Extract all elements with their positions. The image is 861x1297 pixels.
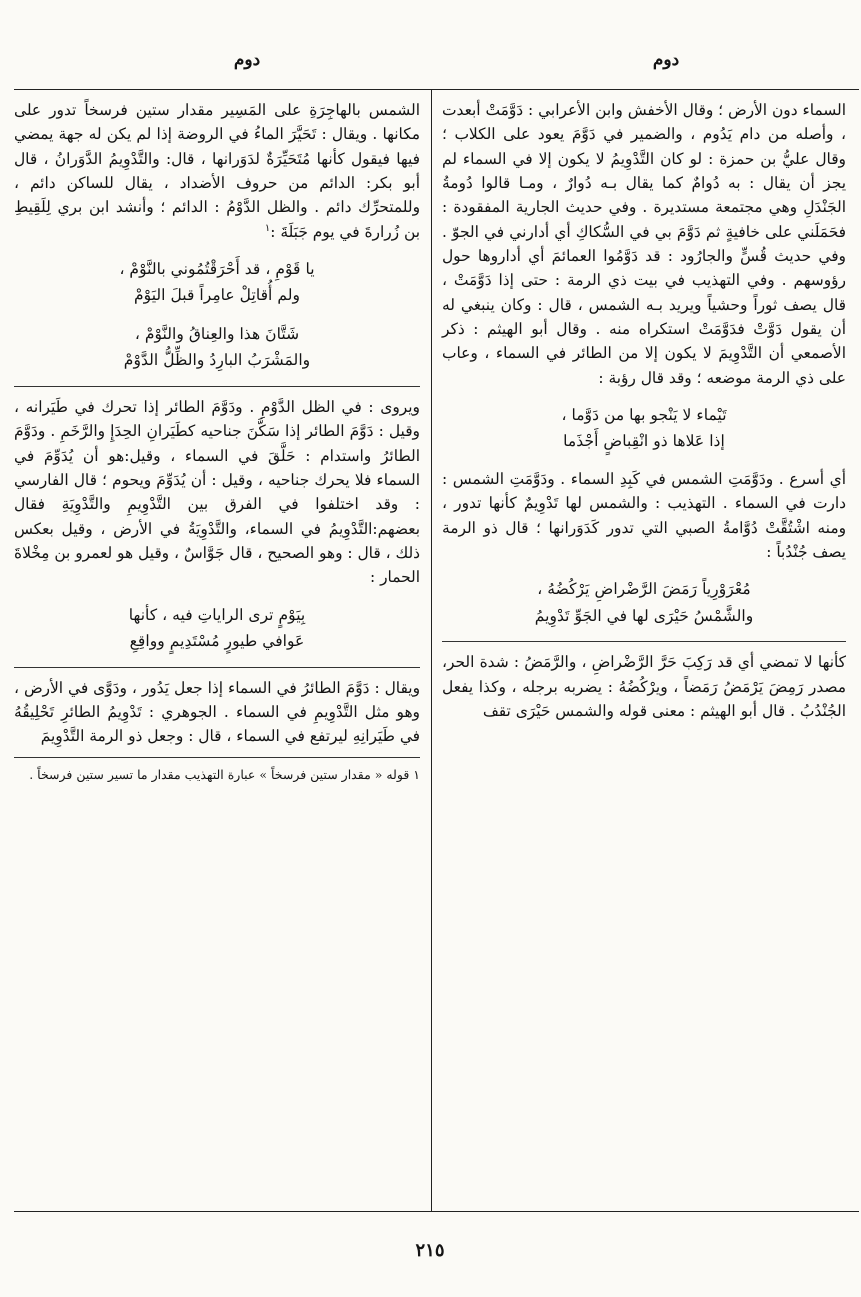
column-divider — [431, 90, 432, 1211]
right-column — [442, 98, 846, 723]
footnote-marker: ١ — [264, 222, 271, 234]
left-verse-3 — [14, 602, 420, 655]
page-number: ٢١٥ — [415, 1240, 445, 1261]
verse-line: بِيَوْمٍ ترى الراياتِ فيه ، كأنها — [128, 605, 306, 624]
left-paragraph-3: ويقال : دَوَّمَ الطائرُ في السماء إذا جعل يَدُور ، ودَوَّى في الأرض ، وهو مثل التَّدْوِيمِ في السماء . الجوهري : تَدْوِيمُ الطائرِ تَحْلِيقُهُ في طَيَرانِهِ ليرتفع في السماء ، قال : وجعل ذو الرمة التَّدْوِيمَ — [14, 678, 420, 746]
left-column — [14, 98, 420, 784]
verse-line: شَتَّانَ هذا والعِناقُ والنَّوْمْ ، — [134, 324, 300, 343]
left-paragraph-2: ويروى : في الظل الدَّوْمِ . ودَوَّمَ الطائر إذا تحرك في طَيَرانه ، وقيل : دَوَّمَ الطائر إذا سَكَّنَ جناحيه كطَيَرانِ الحِدَإِ والرَّخَمِ . ودَوَّمَ الطائرُ واستدام : حَلَّقَ في السماء ، وقيل:هو أن يُدَوِّمَ في السماء فلا يحرك جناحيه ، وقيل : أن يُدَوِّمَ ويحوم ؛ قال الفارسي : وقد اختلفوا في الفرق بين التَّدْوِيمِ والتَّدْوِيَةِ فقال بعضهم:التَّدْوِيمُ في السماء، والتَّدْوِيَةُ في الأرض ، وقيل بعكس ذلك ، قال : وهو الصحيح ، قال جَوَّاسٌ ، وقيل هو لعمرو بن مِخْلاةَ الحمار : — [14, 397, 420, 587]
footer-rule — [14, 1211, 859, 1212]
verse-separator — [442, 641, 846, 642]
verse-line: والمَشْرَبُ البارِدُ والظِّلُّ الدَّوْمْ — [123, 351, 311, 370]
left-verse-2 — [14, 321, 420, 374]
right-paragraph-1: السماء دون الأرض ؛ وقال الأخفش وابن الأعرابي : دَوَّمَتْ أبعدت ، وأصله من دام يَدُوم ، والضمير في دَوَّمَ يعود على الكلاب ؛ وقال عليُّ بن حمزة : لو كان التَّدْوِيمُ لا يكون إلا في السماء لم يجز أن يقال : به دُوامٌ كما يقال بـه دُوارٌ ، ومـا قالوا دُومةُ الجَنْدَلِ وهي مجتمعة مستديرة . وفي حديث الجارية المفقودة : فحَمَلَني على خافيةٍ ثم دَوَّمَ بي في السُّكاكِ أي أدارني في الجوّ . وفي حديث قُسٍّ والجارُود : قد دَوَّمُوا العمائمَ أي أداروها حول رؤوسهم . وفي التهذيب في بيت ذي الرمة : حتى إذا دَوَّمَتْ ، قال يصف ثوراً وحشياً ويريد بـه الشمس ، قال : وكان ينبغي له أن يقول دَوَّتْ فدَوَّمَتْ استكراه منه . وقال أبو الهيثم : ذكر الأصمعي أن التَّدْوِيمَ لا يكون إلا من الطائر في السماء ، وعاب على ذي الرمة موضعه ؛ وقد قال رؤبة : — [442, 101, 846, 387]
verse-line: ولم أُقاتِلْ عامِراً قبلَ اليَوْمْ — [134, 286, 300, 305]
footnote: ١ قوله « مقدار ستين فرسخاً » عبارة التهذيب مقدار ما تسير ستين فرسخاً . — [29, 766, 420, 782]
verse-line: إذا عَلاها ذو انْقِباضٍ أَجْذَما — [563, 432, 725, 451]
left-paragraph-1-text: الشمس بالهاجِرَةِ على المَسِير مقدار ستين فرسخاً تدور على مكانها . ويقال : تَحَيَّرَ الماءُ في الروضة إذا لم يكن له جهة يمضي فيها فيقول كأنها مُتَحَيِّرَةٌ لدَوَرانها ، قال: والتَّدْوِيمُ الدَّوَرانُ ، قال أبو بكر: الدائم من حروف الأضداد ، يقال للساكن دائم ، وللمتحرِّك دائم . والظل الدَّوْمُ : الدائم ؛ وأنشد ابن بري لِلَقِيطِ بن زُرارةَ في يوم جَبَلَةَ : — [14, 101, 420, 241]
verse-line: عَوافي طيورٍ مُسْتَدِيمٍ وواقِعِ — [129, 632, 305, 651]
verse-line: مُعْرَوْرِياً رَمَضَ الرَّضْراضِ يَرْكُضُهُ ، — [537, 580, 751, 599]
right-verse-1 — [442, 402, 846, 455]
right-paragraph-3: كأنها لا تمضي أي قد رَكِبَ حَرَّ الرَّضْراضِ ، والرَّمَضُ : شدة الحر، مصدر رَمِضَ يَرْمَضُ رَمَضاً ، ويرْكُضُهُ : يضربه برجله ، وكذا يفعل الجُنْدُبُ . قال أبو الهيثم : معنى قوله والشمس حَيْرَى تقف — [442, 653, 846, 720]
right-verse-2 — [442, 576, 846, 629]
running-header-left: دوم — [233, 50, 261, 70]
verse-separator — [14, 667, 420, 668]
footnote-rule — [14, 757, 420, 758]
left-verse-1 — [14, 256, 420, 309]
running-header-right: دوم — [652, 50, 680, 70]
verse-line: والشَّمْسُ حَيْرَى لها في الجَوِّ تَدْوِيمُ — [534, 606, 754, 625]
verse-line: يا قَوْمِ ، قد أَحْرَقْتُمُوني بالنَّوْمْ ، — [119, 259, 315, 278]
right-paragraph-2: أي أسرع . ودَوَّمَتِ الشمس في كَبِدِ السماء . ودَوَّمَتِ الشمس : دارت في السماء . التهذيب : والشمس لها تَدْوِيمٌ كأنها تدور ، ومنه اشْتُقَّتْ دُوَّامةُ الصبي التي تدور كَدَوَرانها ؛ قال ذو الرمة يصف جُنْدُباً : — [442, 469, 846, 561]
header-rule — [14, 89, 859, 90]
left-paragraph-1 — [14, 98, 420, 244]
verse-separator — [14, 386, 420, 387]
verse-line: تَيْماء لا يَنْجو بها من دَوَّما ، — [561, 405, 727, 424]
